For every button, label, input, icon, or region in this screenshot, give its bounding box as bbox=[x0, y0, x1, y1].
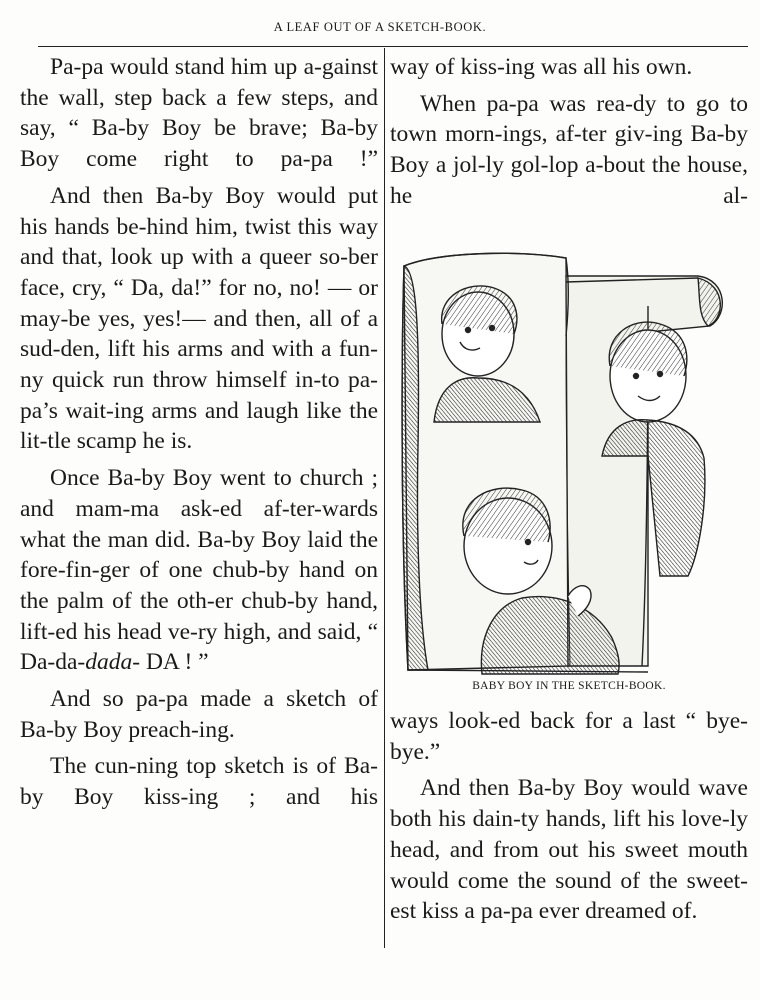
right-column bbox=[390, 52, 748, 212]
paragraph-2: And then Ba-by Boy would put his hands be-hind him, twist this way and that, look up with a queer so-ber face, cry, “ Da, da!” for no, no! — or may-be yes, yes!— and then, all of a sud-den, lift his arms and with a fun-ny quick run throw himself in-to pa-pa’s wait-ing arms and laugh like the lit-tle scamp he is. bbox=[20, 182, 378, 455]
paragraph-3-text: Once Ba-by Boy went to church ; and mam-ma ask-ed af-ter-wards what the man did. Ba-by Boy laid the fore-fin-ger of one chub-by hand on the palm of the oth-er chub-by hand, lift-ed his head ve-ry high, and said, “ Da-da- bbox=[20, 465, 378, 676]
left-column bbox=[20, 52, 378, 813]
right-paragraph-3: And then Ba-by Boy would wave both his dain-ty hands, lift his love-ly head, and from out his sweet mouth would come the sound of the sweet-est kiss a pa-pa ever dreamed of. bbox=[390, 775, 748, 925]
paragraph-3-end: DA ! ” bbox=[145, 649, 209, 676]
paragraph-1: Pa-pa would stand him up a-gainst the wall, step back a few steps, and say, “ Ba-by Boy be brave; Ba-by Boy come right to pa-pa !” bbox=[20, 54, 378, 173]
right-paragraph-2-bottom: ways look-ed back for a last “ bye-bye.” bbox=[390, 708, 748, 765]
right-paragraph-1: way of kiss-ing was all his own. bbox=[390, 54, 693, 80]
header-rule bbox=[38, 46, 748, 47]
column-divider bbox=[384, 48, 385, 948]
paragraph-5: The cun-ning top sketch is of Ba-by Boy kiss-ing ; and his bbox=[20, 753, 378, 811]
right-paragraph-2-top: When pa-pa was rea-dy to go to town morn-ings, af-ter giv-ing Ba-by Boy a jol-ly gol-lop a-bout the house, he al- bbox=[390, 90, 748, 209]
paragraph-3-italic: dada- bbox=[85, 649, 141, 676]
paragraph-4: And so pa-pa made a sketch of Ba-by Boy preach-ing. bbox=[20, 686, 378, 743]
figure-caption: BABY BOY IN THE SKETCH-BOOK. bbox=[472, 680, 666, 692]
running-head: A LEAF OUT OF A SKETCH-BOOK. bbox=[273, 20, 487, 34]
sketchbook-illustration bbox=[398, 246, 748, 678]
paragraph-3 bbox=[20, 463, 378, 678]
right-column-lower bbox=[390, 706, 748, 927]
